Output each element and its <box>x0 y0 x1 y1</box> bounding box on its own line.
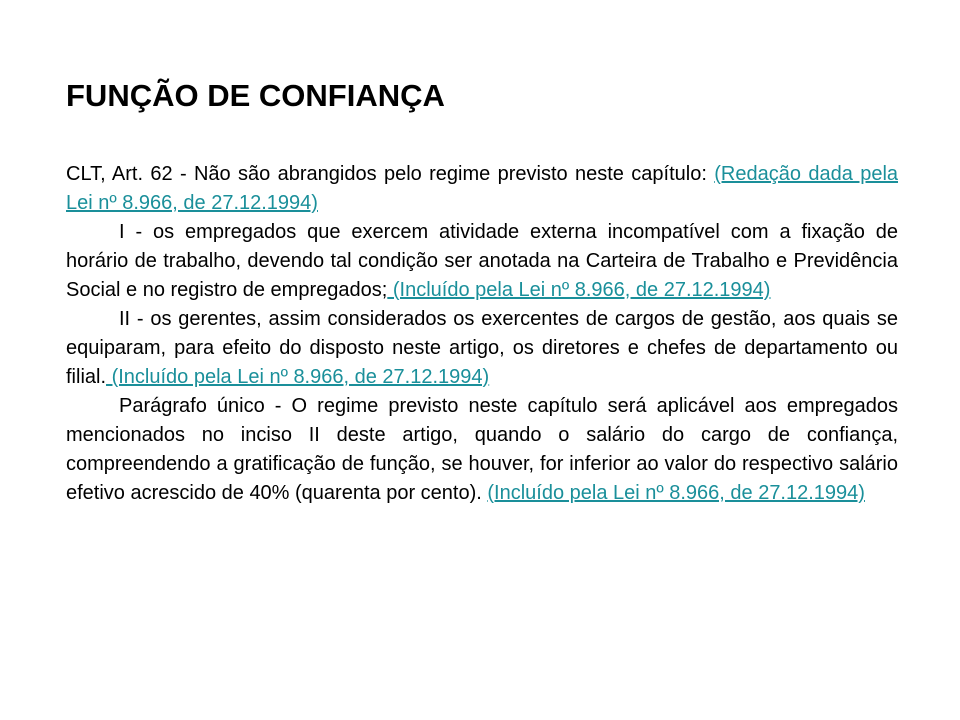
inciso-ii <box>66 305 898 392</box>
paragrafo-unico <box>66 392 898 508</box>
paragrafo-unico-text: Parágrafo único - O regime previsto neste capítulo será aplicável aos empregados mencionados no inciso II deste artigo, quando o salário do cargo de confiança, compreendendo a gratificação de função, se houver, for inferior ao valor do respectivo salário efetivo acrescido de 40% (quarenta por cento). <box>66 395 898 504</box>
inciso-i-text: I - os empregados que exercem atividade externa incompatível com a fixação de horário de trabalho, devendo tal condição ser anotada na Carteira de Trabalho e Previdência Social e no registro de empregados; <box>66 221 898 301</box>
caput-text: CLT, Art. 62 - Não são abrangidos pelo regime previsto neste capítulo: <box>66 163 715 185</box>
inciso-ii-text: II - os gerentes, assim considerados os exercentes de cargos de gestão, aos quais se equiparam, para efeito do disposto neste artigo, os diretores e chefes de departamento ou filial. <box>66 308 898 388</box>
article-caput <box>66 160 898 218</box>
paragrafo-unico-law-link[interactable]: (Incluído pela Lei nº 8.966, de 27.12.1994) <box>487 482 865 504</box>
inciso-i <box>66 218 898 305</box>
inciso-i-law-link[interactable]: (Incluído pela Lei nº 8.966, de 27.12.1994) <box>387 279 771 301</box>
caput-law-link[interactable]: (Redação dada pela Lei nº 8.966, de 27.12.1994) <box>66 163 899 214</box>
article-text <box>66 160 898 508</box>
inciso-ii-law-link[interactable]: (Incluído pela Lei nº 8.966, de 27.12.1994) <box>106 366 490 388</box>
slide-title: FUNÇÃO DE CONFIANÇA <box>66 78 445 113</box>
